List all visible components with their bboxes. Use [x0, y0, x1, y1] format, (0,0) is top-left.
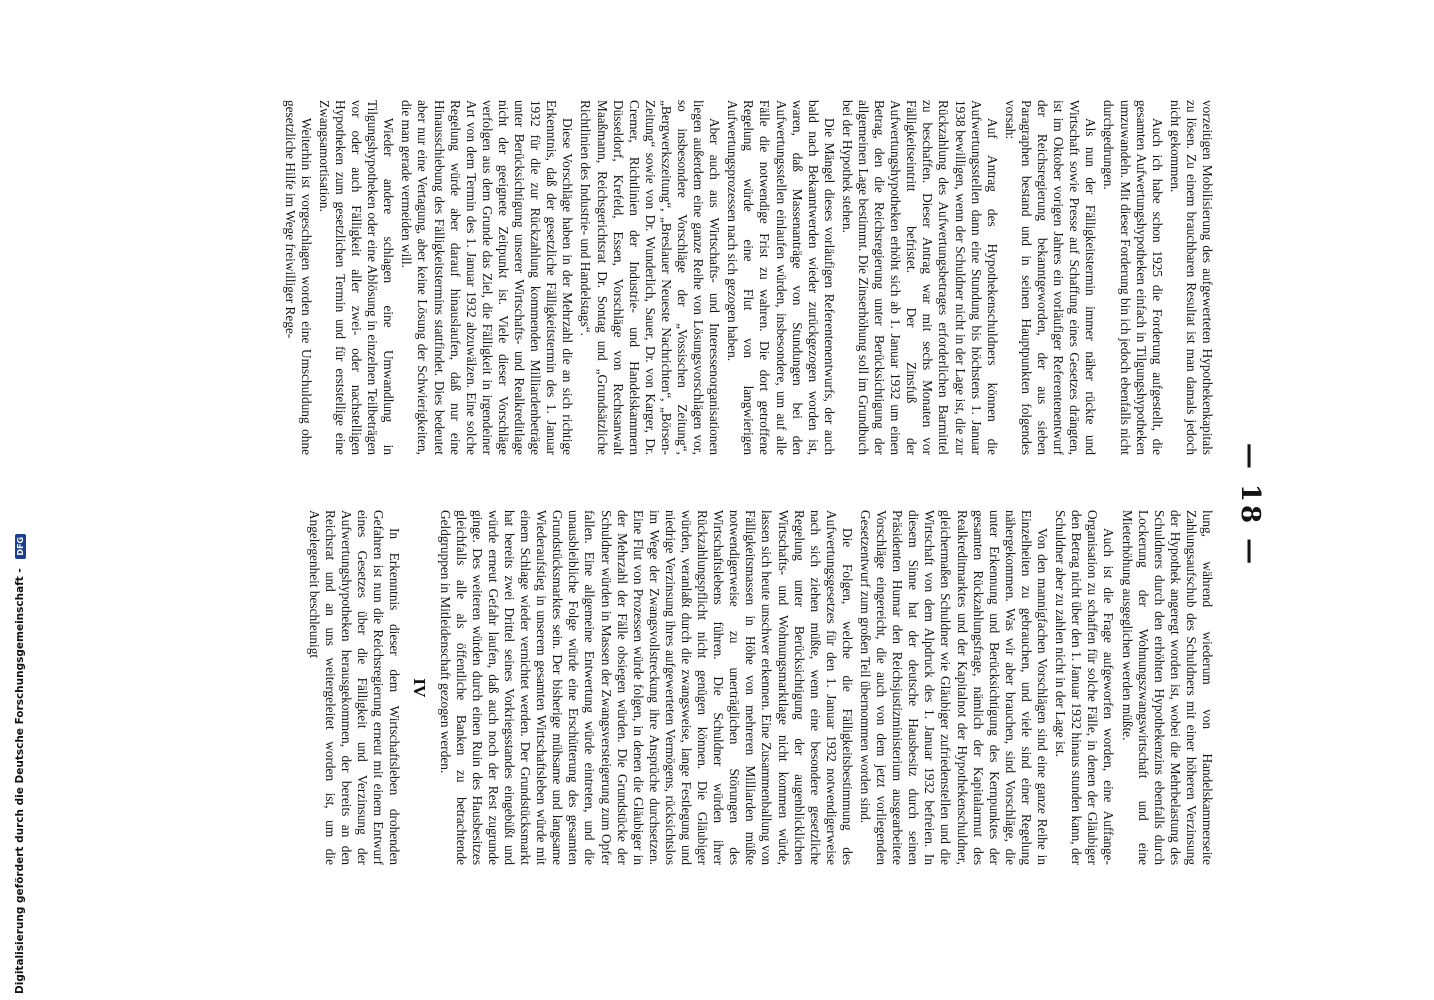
- page-number: — 18 —: [1235, 442, 1265, 568]
- right-text-column: [115, 510, 1215, 865]
- paragraph: In Erkenntnis dieser dem Wirtschaftsleben drohenden Gefahren ist nun die Reichsregierung erneut mit einem Entwurf eines Gesetzes über die Fälligkeit und Verzinsung der Aufwertungshypotheken herausgekommen, der bereits an den Reichsrat und an uns weitergeleitet worden ist, um die Angelegenheit beschleunigt: [307, 510, 403, 865]
- paragraph: Die Mängel dieses vorläufigen Referentenentwurfs, der auch bald nach Bekanntwerden wieder zurückgezogen worden ist, waren, daß Massenanträge von Stundungen bei den Aufwertungsstellen einlaufen würden, insbesondere, um auf alle Fälle die notwendige Frist zu wahren. Die dort getroffene Regelung würde eine Flut von langwierigen Aufwertungsprozessen nach sich gezogen haben.: [725, 100, 837, 455]
- paragraph: Wieder andere schlagen eine Umwandlung in Tilgungshypotheken oder eine Ablösung in einzelnen Teilbeträgen vor oder auch Fälligkeit aller zwei- oder nachstelligen Hypotheken zum gesetzlichen Termin und für erststellige eine Zwangsamortisation.: [316, 100, 397, 455]
- paragraph: Auch ist die Frage aufgeworfen worden, eine Auffange-Organisation zu schaffen für solche Fälle, in denen der Gläubiger den Betrag nicht über den 1. Januar 1932 hinaus stunden kann, der Schuldner aber zu zahlen nicht in der Lage ist.: [1053, 510, 1117, 865]
- left-text-column: [115, 100, 1215, 455]
- paragraph: Von den mannigfachen Vorschlägen sind eine ganze Reihe in Einzelheiten zu gebrauchen, und viele sind einer Regelung nähergekommen. Was wir aber brauchen, sind Vorschläge, die unter Erkennung und Berücksichtigung des Kernpunktes der gesamten Rückzahlungsfrage, nämlich der Kapitalarmut des Realkreditmarktes und der Kapitalnot der Hypothekenschuldner, gleichermaßen Schuldner wie Gläubiger zufriedenstellen und die Wirtschaft von dem Alpdruck des 1. Januar 1932 befreien. In diesem Sinne hat der deutsche Hausbesitz durch seinen Präsidenten Humar den Reichsjustizministerium ausgearbeitete Vorschläge eingereicht, die auch von dem jetzt vorliegenden Gesetzentwurf zum großen Teil übernommen worden sind.: [858, 510, 1051, 865]
- paragraph: lung, während wiederum von Handelskammerseite Zahlungsaufschub des Schuldners mit einer höheren Verzinsung der Hypothek angeregt worden ist, wobei die Mehrbelastung des Schuldners durch den erhöhten Hypothekenzins ebenfalls durch Lockerung der Wohnungszwangswirtschaft und eine Mieterhöhung ausgeglichen werden müßte.: [1119, 510, 1215, 865]
- section-heading: IV: [410, 678, 429, 697]
- paragraph: Auf Antrag des Hypothekenschuldners können die Aufwertungsstellen dann eine Stundung bis höchstens 1. Januar 1938 bewilligen, wenn der Schuldner nicht in der Lage ist, die zur Rückzahlung des Aufwertungsbetrages erforderlichen Barmittel zu beschaffen. Dieser Antrag war mit sechs Monaten vor Fälligkeitseintritt befristet. Der Zinsfuß der Aufwertungshypotheken erhöht sich ab 1. Januar 1932 um einen Betrag, den die Reichsregierung unter Berücksichtigung der allgemeinen Lage bestimmt. Die Zinserhöhung soll im Grundbuch bei der Hypothek stehen.: [839, 100, 1000, 455]
- footer-rotated: [14, 4, 34, 994]
- paragraph: Diese Vorschläge haben in der Mehrzahl die an sich richtige Erkenntnis, daß der gesetzliche Fälligkeitstermin des 1. Januar 1932 für die zur Rückzahlung kommenden Milliardenbeträge unter Berücksichtigung unserer Wirtschafts- und Realkreditlage nicht der geeignete Zeitpunkt ist. Viele dieser Vorschläge verfolgen aus dem Grunde das Ziel, die Fälligkeit in irgendeiner Art von dem Termin des 1. Januar 1932 abzuwälzen. Eine solche Regelung würde aber darauf hinauslaufen, daß nur eine Hinausschiebung des Fälligkeitstermins stattfindet. Dies bedeutet aber nur eine Vertagung, aber keine Lösung der Schwierigkeiten, die man gerade vermeiden will.: [399, 100, 576, 455]
- rotated-page-content: [115, 100, 1265, 900]
- paragraph: Weiterhin ist vorgeschlagen worden eine Umschuldung ohne gesetzliche Hilfe im Wege freiwilliger Rege-: [282, 100, 314, 455]
- paragraph: vorzeitigen Mobilisierung des aufgewerteten Hypothekenkapitals zu lösen. Zu einem brauchbaren Resultat ist man damals jedoch nicht gekommen.: [1167, 100, 1215, 455]
- dfg-logo-icon: DFG: [15, 534, 26, 559]
- paragraph: Aber auch aus Wirtschafts- und Interessenorganisationen liegen außerdem eine ganze Reihe von Lösungsvorschlägen vor, so insbesondere Vorschläge der „Vossischen Zeitung“, „Bergwerkszeitung“, „Breslauer Neueste Nachrichten“, „Börsen-Zeitung“ sowie von Dr. Wunderlich, Sauer, Dr. von Karger, Dr. Cremer, Richtlinien der Industrie- und Handelskammern Düsseldorf, Krefeld, Essen, Vorschläge von Rechtsanwalt Maaßmann, Reichsgerichtsrat Dr. Sontag und „Grundsätzliche Richtlinien des Industrie- und Handelstags“.: [578, 100, 723, 455]
- footer-text: Digitalisierung gefördert durch die Deutsche Forschungsgemeinschaft -: [14, 568, 26, 994]
- paragraph: Auch ich habe schon 1925 die Forderung aufgestellt, die gesamten Aufwertungshypotheken einfach in Tilgungshypotheken umzuwandeln. Mit dieser Forderung bin ich jedoch ebenfalls nicht durchgedrungen.: [1101, 100, 1165, 455]
- paragraph: Die Folgen, welche die Fälligkeitsbestimmung des Aufwertungsgesetzes für den 1. Januar 1932 notwendigerweise nach sich ziehen müßte, wenn eine besondere gesetzliche Regelung unter Berücksichtigung der augenblicklichen Wirtschafts- und Wohnungsmarktlage nicht kommen würde, lassen sich heute unschwer erkennen. Eine Zusammenballung von Fälligkeitsmassen in Höhe von mehreren Milliarden müßte notwendigerweise zu unerträglichen Störungen des Wirtschaftslebens führen. Die Schuldner würden ihrer Rückzahlungspflicht nicht genügen können. Die Gläubiger würden, veranlaßt durch die zwangsweise, lange Festlegung und niedrige Verzinsung ihres aufgewerteten Vermögens, rücksichtslos im Wege der Zwangsvollstreckung ihre Ansprüche durchsetzen. Eine Flut von Prozessen würde folgen, in denen die Gläubiger in der Mehrzahl der Fälle obsiegen würden. Die Grundstücke der Schuldner würden in Massen der Zwangsversteigerung zum Opfer fallen. Eine allgemeine Entwertung würde eintreten, und die unausbleibliche Folge würde eine Erschütterung des gesamten Grundstücksmarktes sein. Der bisherige mühsame und langsame Wiederaufstieg in unserem gesamten Wirtschaftsleben würde mit einem Schlage wieder vernichtet werden. Der Grundstücksmarkt hat bereits zwei Drittel seines Vorkriegsstandes eingebüßt und würde erneut Gefahr laufen, daß auch noch der Rest zugrunde ginge. Des weiteren würden durch einen Ruin des Hausbesitzes gleichfalls alle als öffentliche Banken zu betrachtende Geldgruppen in Mitleidenschaft gezogen werden.: [437, 510, 855, 865]
- paragraph: Als nun der Fälligkeitstermin immer näher rückte und Wirtschaft sowie Presse auf Schaffung eines Gesetzes drängten, ist im Oktober vorigen Jahres ein vorläufiger Referentenentwurf der Reichsregierung bekanntgeworden, der aus sieben Paragraphen bestand und in seinen Hauptpunkten folgendes vorsah:: [1002, 100, 1099, 455]
- digitization-footer: [0, 0, 24, 1000]
